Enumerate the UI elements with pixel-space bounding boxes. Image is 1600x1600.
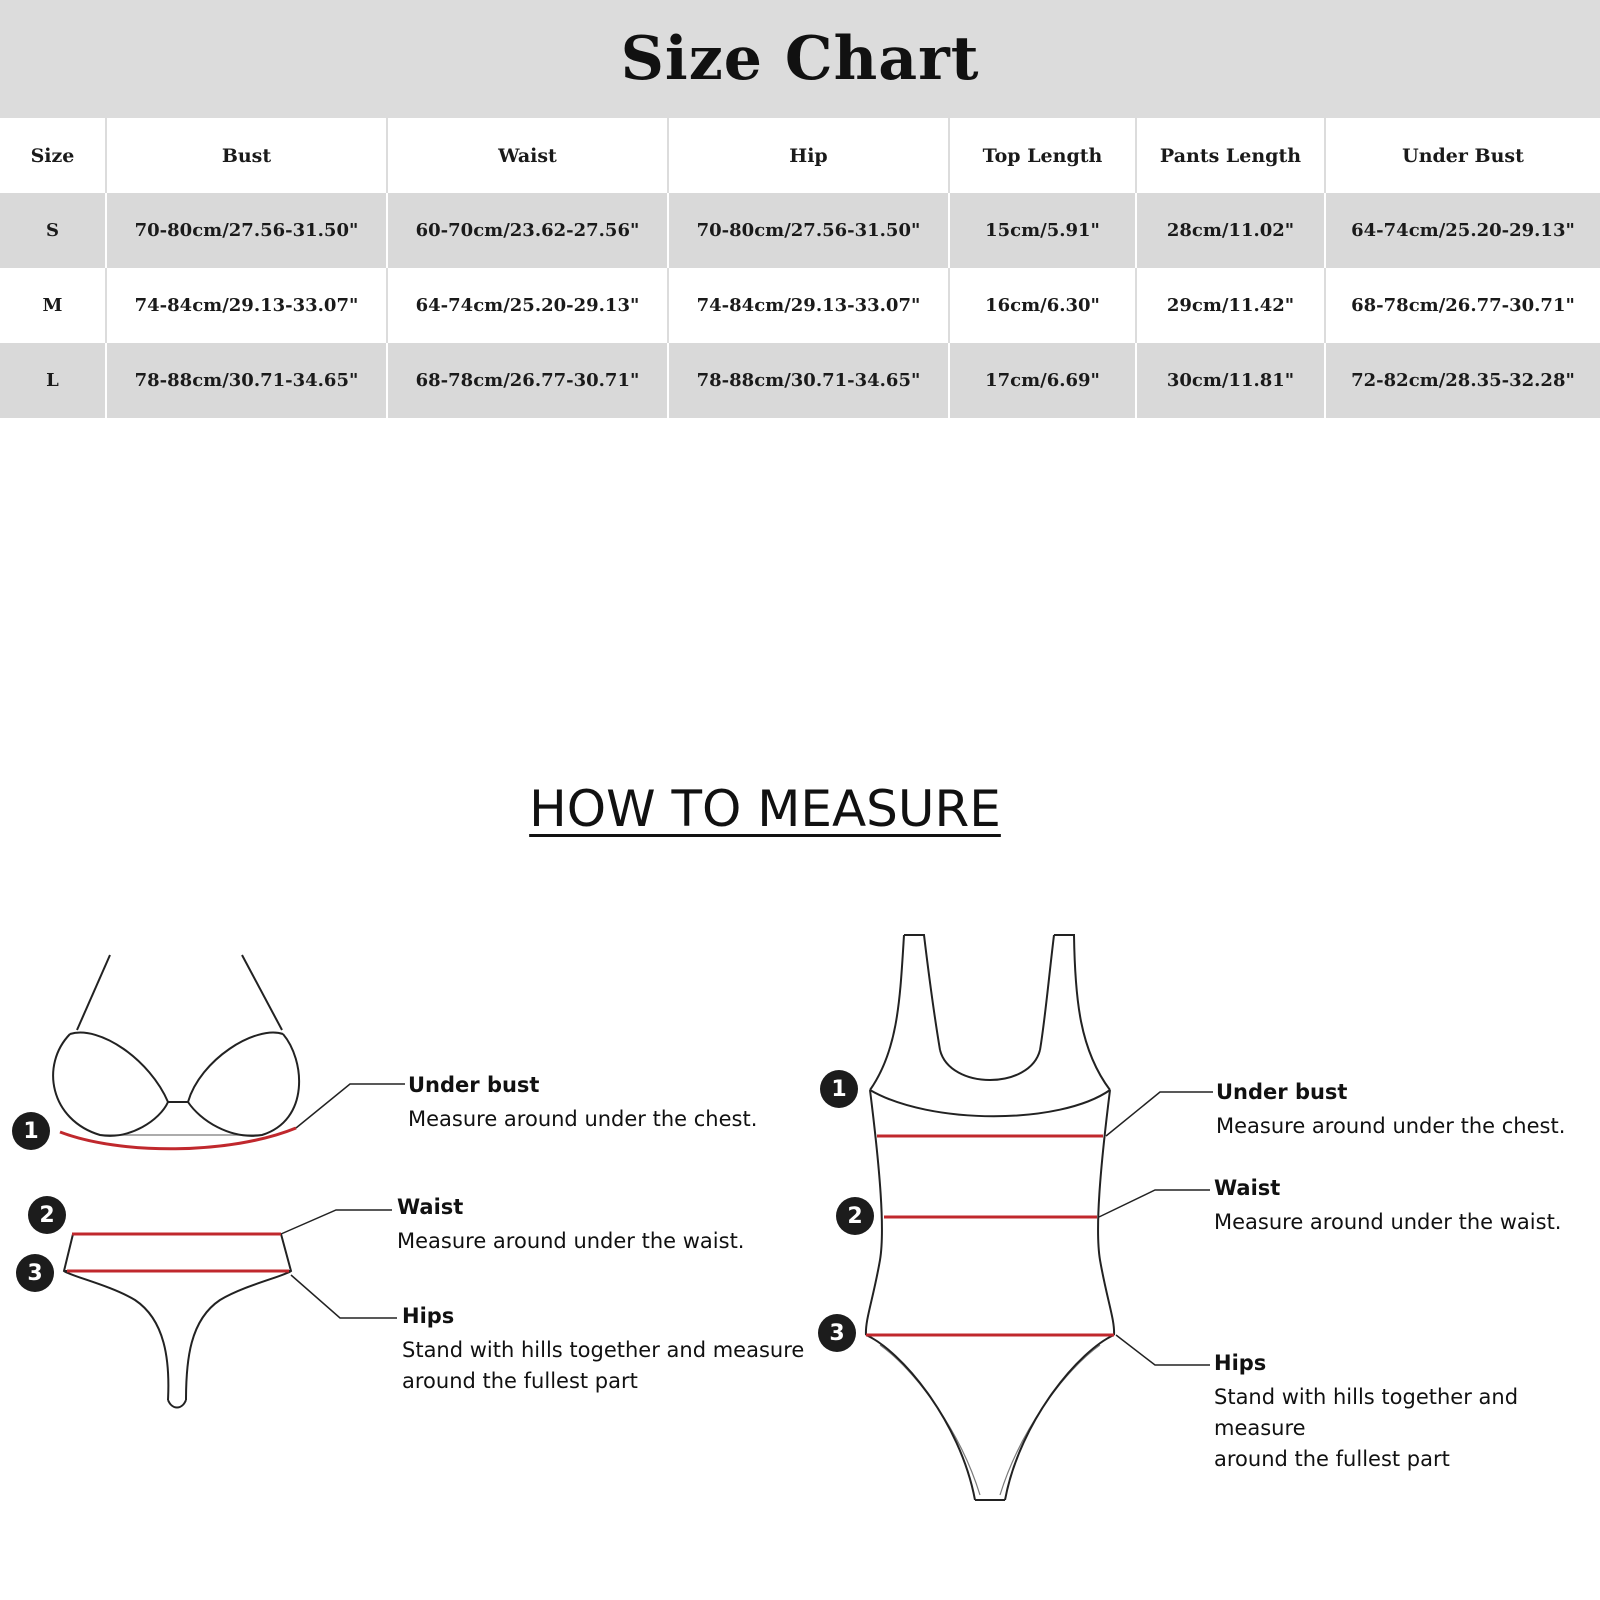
onepiece-number-2: 2 [836, 1197, 874, 1235]
cell-pants-length: 29cm/11.42" [1136, 268, 1325, 343]
header-bust: Bust [106, 118, 387, 193]
header-hip: Hip [668, 118, 949, 193]
onepiece-waist-leader [1099, 1190, 1210, 1217]
bikini-hips-leader [291, 1275, 397, 1318]
cell-size: S [0, 193, 106, 268]
page-title: Size Chart [620, 24, 980, 94]
onepiece-number-1: 1 [820, 1070, 858, 1108]
cell-size: M [0, 268, 106, 343]
cell-waist: 64-74cm/25.20-29.13" [387, 268, 668, 343]
onepiece-hips-desc: Stand with hills together and measure around the fullest part [1214, 1385, 1519, 1471]
cell-pants-length: 28cm/11.02" [1136, 193, 1325, 268]
cell-hip: 70-80cm/27.56-31.50" [668, 193, 949, 268]
bikini-bottom-drawing [64, 1234, 291, 1408]
cell-under-bust: 72-82cm/28.35-32.28" [1351, 370, 1575, 391]
onepiece-underbust-title: Under bust [1216, 1080, 1348, 1104]
bikini-top-drawing [53, 955, 299, 1136]
cell-top-length: 16cm/6.30" [949, 268, 1136, 343]
cell-bust: 70-80cm/27.56-31.50" [106, 193, 387, 268]
cell-waist: 68-78cm/26.77-30.71" [387, 343, 668, 418]
cell-bust: 74-84cm/29.13-33.07" [106, 268, 387, 343]
bikini-waist-leader [281, 1210, 392, 1234]
header-waist: Waist [387, 118, 668, 193]
cell-waist: 60-70cm/23.62-27.56" [387, 193, 668, 268]
cell-under-bust: 68-78cm/26.77-30.71" [1351, 295, 1575, 316]
cell-under-bust: 64-74cm/25.20-29.13" [1351, 220, 1575, 241]
bikini-number-3: 3 [16, 1254, 54, 1292]
cell-top-length: 15cm/5.91" [949, 193, 1136, 268]
cell-bust: 78-88cm/30.71-34.65" [106, 343, 387, 418]
bikini-waist-label [397, 1195, 744, 1257]
header-size: Size [0, 118, 106, 193]
onepiece-waist-title: Waist [1214, 1176, 1281, 1200]
onepiece-hips-leader [1116, 1335, 1210, 1365]
bikini-underbust-line [60, 1128, 296, 1149]
onepiece-waist-desc: Measure around under the waist. [1214, 1210, 1562, 1234]
bikini-underbust-label [408, 1073, 757, 1135]
onepiece-hips-label [1214, 1351, 1600, 1475]
bikini-waist-title: Waist [397, 1195, 464, 1219]
bikini-underbust-leader [296, 1084, 405, 1128]
cell-hip: 74-84cm/29.13-33.07" [668, 268, 949, 343]
onepiece-hips-title: Hips [1214, 1351, 1267, 1375]
header-pants-length: Pants Length [1136, 118, 1325, 193]
bikini-waist-desc: Measure around under the waist. [397, 1229, 745, 1253]
bikini-hips-desc: Stand with hills together and measure around the fullest part [402, 1338, 805, 1393]
onepiece-waist-label [1214, 1176, 1561, 1238]
cell-pants-length: 30cm/11.81" [1136, 343, 1325, 418]
bikini-underbust-desc: Measure around under the chest. [408, 1107, 758, 1131]
cell-hip: 78-88cm/30.71-34.65" [668, 343, 949, 418]
onepiece-underbust-desc: Measure around under the chest. [1216, 1114, 1566, 1138]
how-to-measure-text: HOW TO MEASURE [529, 780, 1001, 838]
bikini-number-1: 1 [12, 1112, 50, 1150]
onepiece-number-3: 3 [818, 1314, 856, 1352]
cell-top-length: 17cm/6.69" [949, 343, 1136, 418]
bikini-underbust-title: Under bust [408, 1073, 540, 1097]
onepiece-underbust-label [1216, 1080, 1565, 1142]
header-under-bust: Under Bust [1402, 144, 1524, 167]
cell-size: L [0, 343, 106, 418]
bikini-hips-label [402, 1304, 804, 1397]
header-top-length: Top Length [949, 118, 1136, 193]
bikini-number-2: 2 [28, 1196, 66, 1234]
bikini-hips-title: Hips [402, 1304, 455, 1328]
onepiece-underbust-leader [1106, 1092, 1213, 1136]
